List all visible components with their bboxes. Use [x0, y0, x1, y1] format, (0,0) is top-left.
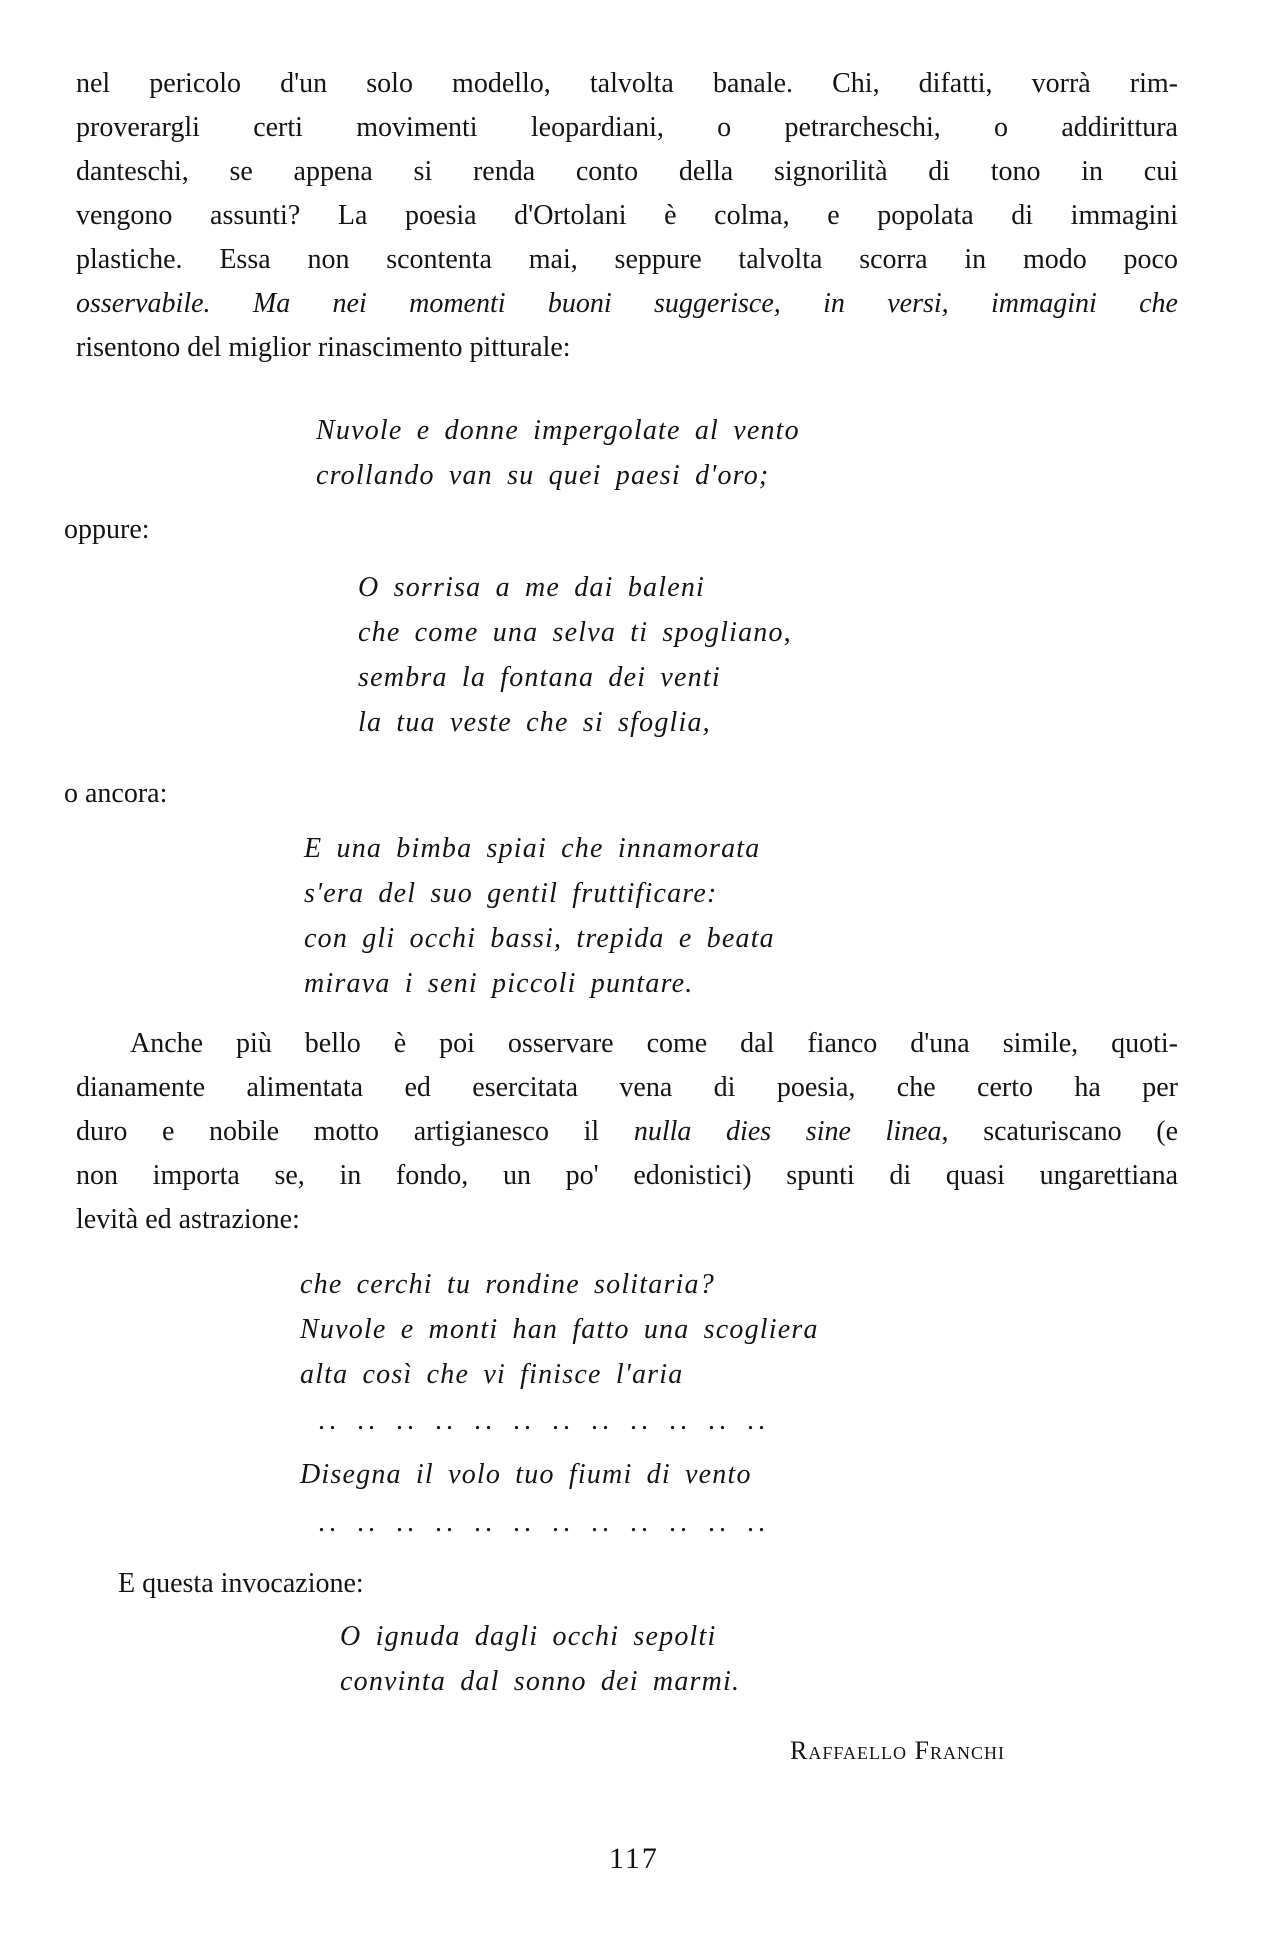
text-line: levità ed astrazione:	[76, 1204, 300, 1235]
verse-line: alta così che vi finisce l'aria	[300, 1359, 684, 1390]
verse-line: O sorrisa a me dai baleni	[358, 572, 705, 603]
paragraph-1	[76, 62, 1178, 370]
text-line	[76, 1110, 1178, 1154]
text-line: non importa se, in fondo, un po' edonistici) spunti di quasi ungarettiana	[76, 1160, 1178, 1191]
verse-quote-4	[300, 1262, 819, 1397]
text-line: risentono del miglior rinascimento pitturale:	[76, 332, 571, 363]
ellipsis-row: .. .. .. .. .. .. .. .. .. .. .. ..	[318, 1507, 769, 1538]
verse-quote-3	[304, 826, 775, 1006]
ellipsis-row: .. .. .. .. .. .. .. .. .. .. .. ..	[318, 1405, 769, 1436]
text-line: dianamente alimentata ed esercitata vena di poesia, che certo ha per	[76, 1072, 1178, 1103]
text-line: Anche più bello è poi osservare come dal fianco d'una simile, quoti-	[130, 1028, 1178, 1059]
text-segment: duro e nobile motto artigianesco il	[76, 1116, 634, 1147]
label-o-ancora: o ancora:	[64, 778, 168, 809]
latin-motto: nulla dies sine linea	[633, 1116, 942, 1147]
verse-line: Disegna il volo tuo fiumi di vento	[300, 1459, 752, 1490]
label-oppure: oppure:	[64, 514, 150, 545]
verse-quote-1	[316, 408, 800, 498]
verse-line: O ignuda dagli occhi sepolti	[340, 1621, 717, 1652]
page-number: 117	[609, 1842, 659, 1875]
text-line: nel pericolo d'un solo modello, talvolta banale. Chi, difatti, vorrà rim-	[76, 68, 1178, 99]
text-line: vengono assunti? La poesia d'Ortolani è colma, e popolata di immagini	[76, 200, 1178, 231]
verse-line: che cerchi tu rondine solitaria?	[300, 1269, 715, 1300]
verse-line: sembra la fontana dei venti	[358, 662, 721, 693]
verse-line: s'era del suo gentil fruttificare:	[304, 878, 718, 909]
verse-quote-2	[358, 565, 792, 745]
paragraph-2	[76, 1022, 1178, 1242]
verse-line: Nuvole e monti han fatto una scogliera	[300, 1314, 819, 1345]
text-line: osservabile. Ma nei momenti buoni suggerisce, in versi, immagini che	[76, 288, 1178, 319]
text-segment: , scaturiscano (e	[941, 1116, 1178, 1147]
text-line: plastiche. Essa non scontenta mai, seppure talvolta scorra in modo poco	[76, 244, 1178, 275]
text-line: danteschi, se appena si renda conto della signorilità di tono in cui	[76, 156, 1178, 187]
verse-quote-5	[340, 1614, 740, 1704]
verse-line: crollando van su quei paesi d'oro;	[316, 460, 770, 491]
verse-line: la tua veste che si sfoglia,	[358, 707, 711, 738]
author-signature: Raffaello Franchi	[790, 1736, 1005, 1765]
verse-line: convinta dal sonno dei marmi.	[340, 1666, 741, 1697]
verse-line: Nuvole e donne impergolate al vento	[316, 415, 800, 446]
verse-line: che come una selva ti spogliano,	[358, 617, 792, 648]
verse-line: E una bimba spiai che innamorata	[304, 833, 761, 864]
verse-line: con gli occhi bassi, trepida e beata	[304, 923, 775, 954]
label-invocazione: E questa invocazione:	[118, 1568, 364, 1599]
verse-line: mirava i seni piccoli puntare.	[304, 968, 694, 999]
text-line: proverargli certi movimenti leopardiani, o petrarcheschi, o addirittura	[76, 112, 1178, 143]
